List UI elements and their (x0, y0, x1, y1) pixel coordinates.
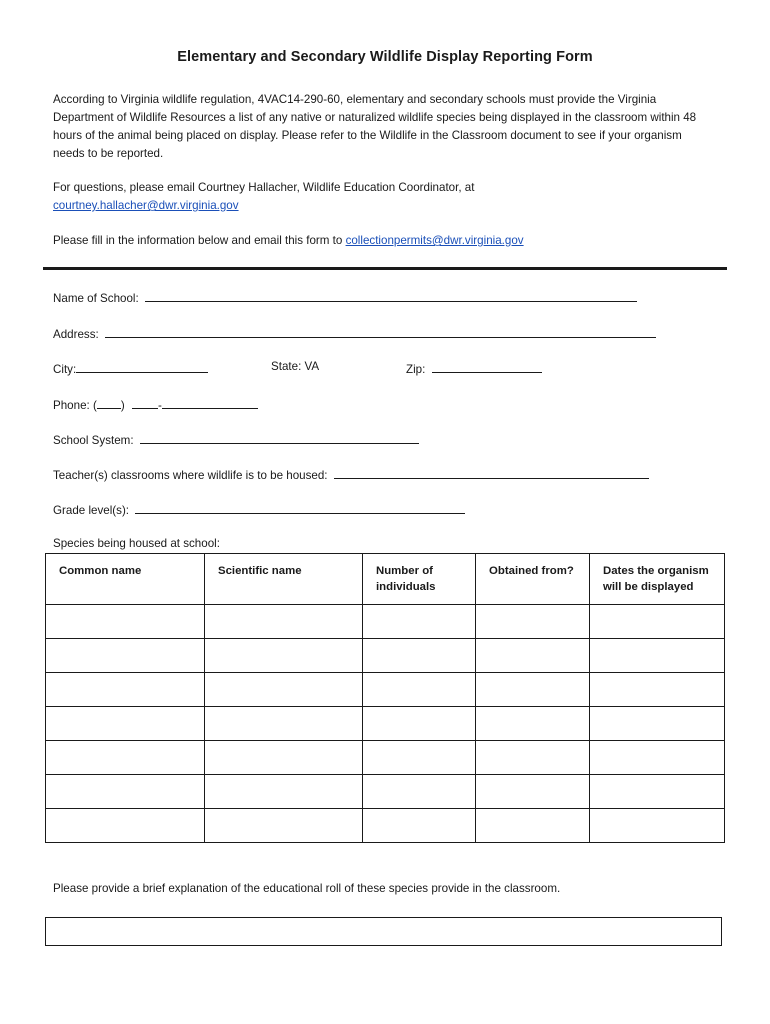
table-cell[interactable] (46, 605, 205, 639)
table-cell[interactable] (590, 775, 725, 809)
questions-text: For questions, please email Courtney Hallacher, Wildlife Education Coordinator, at (53, 181, 475, 194)
teacher-classrooms-row (53, 466, 649, 482)
address-row (53, 325, 656, 341)
table-cell[interactable] (205, 775, 363, 809)
city-field[interactable] (76, 360, 208, 373)
header-obtained-from: Obtained from? (476, 554, 590, 605)
address-label: Address: (53, 328, 99, 341)
city-label: City: (53, 363, 77, 376)
table-row (46, 673, 725, 707)
explanation-field[interactable] (45, 917, 722, 946)
table-row (46, 639, 725, 673)
table-cell[interactable] (46, 775, 205, 809)
header-number-of-individuals: Number of individuals (363, 554, 476, 605)
submit-paragraph (53, 232, 713, 250)
table-cell[interactable] (476, 809, 590, 843)
submit-email-link[interactable]: collectionpermits@dwr.virginia.gov (345, 234, 524, 247)
table-cell[interactable] (363, 707, 476, 741)
species-table-header (46, 554, 725, 605)
zip-row (406, 360, 542, 376)
school-name-row (53, 289, 637, 305)
table-cell[interactable] (46, 639, 205, 673)
table-cell[interactable] (476, 605, 590, 639)
regulation-text: According to Virginia wildlife regulation, 4VAC14-290-60, elementary and secondary schools must provide the Virginia Department of Wildlife Resources a list of any native or naturalized wildlife species being displayed in the classroom within 48 hours of the animal being placed on display. Please refer to the Wildlife in the Classroom document to see if your organism needs to be reported. (53, 93, 697, 160)
table-cell[interactable] (363, 605, 476, 639)
address-field[interactable] (105, 325, 656, 338)
table-cell[interactable] (363, 809, 476, 843)
table-cell[interactable] (205, 605, 363, 639)
table-cell[interactable] (590, 707, 725, 741)
grade-levels-row (53, 501, 465, 517)
table-cell[interactable] (205, 673, 363, 707)
table-cell[interactable] (476, 775, 590, 809)
table-row (46, 775, 725, 809)
questions-paragraph (53, 179, 713, 215)
section-divider (43, 267, 727, 270)
table-cell[interactable] (205, 741, 363, 775)
teacher-classrooms-field[interactable] (334, 466, 649, 479)
table-cell[interactable] (476, 707, 590, 741)
table-cell[interactable] (590, 741, 725, 775)
phone-line-field[interactable] (162, 396, 258, 409)
regulation-paragraph (53, 91, 713, 163)
city-row (53, 360, 208, 376)
state-label: State: VA (271, 360, 320, 373)
submit-text: Please fill in the information below and email this form to (53, 234, 346, 247)
table-cell[interactable] (46, 707, 205, 741)
table-row (46, 741, 725, 775)
grade-levels-field[interactable] (135, 501, 465, 514)
table-cell[interactable] (205, 639, 363, 673)
school-name-label: Name of School: (53, 292, 139, 305)
header-display-dates: Dates the organism will be displayed (590, 554, 725, 605)
table-cell[interactable] (476, 673, 590, 707)
table-cell[interactable] (476, 639, 590, 673)
table-cell[interactable] (590, 639, 725, 673)
table-cell[interactable] (205, 809, 363, 843)
header-scientific-name: Scientific name (205, 554, 363, 605)
phone-row (53, 396, 258, 412)
phone-dash: - (157, 399, 162, 412)
school-system-label: School System: (53, 434, 134, 447)
table-cell[interactable] (590, 809, 725, 843)
phone-area-code-field[interactable] (97, 396, 121, 409)
table-cell[interactable] (476, 741, 590, 775)
form-title: Elementary and Secondary Wildlife Display Reporting Form (177, 49, 593, 65)
table-cell[interactable] (363, 673, 476, 707)
table-cell[interactable] (205, 707, 363, 741)
table-cell[interactable] (590, 605, 725, 639)
table-row (46, 707, 725, 741)
school-system-field[interactable] (140, 431, 419, 444)
state-row (271, 360, 319, 373)
species-table (45, 553, 725, 843)
phone-close-paren: ) (120, 399, 125, 412)
table-cell[interactable] (590, 673, 725, 707)
grade-levels-label: Grade level(s): (53, 504, 130, 517)
table-cell[interactable] (363, 741, 476, 775)
table-cell[interactable] (46, 809, 205, 843)
coordinator-email-link[interactable]: courtney.hallacher@dwr.virginia.gov (53, 199, 239, 212)
table-cell[interactable] (46, 673, 205, 707)
table-row (46, 605, 725, 639)
table-cell[interactable] (363, 639, 476, 673)
zip-field[interactable] (432, 360, 542, 373)
school-name-field[interactable] (145, 289, 637, 302)
table-cell[interactable] (46, 741, 205, 775)
header-common-name: Common name (46, 554, 205, 605)
table-row (46, 809, 725, 843)
explanation-prompt: Please provide a brief explanation of the educational roll of these species provide in the classroom. (53, 882, 561, 895)
zip-label: Zip: (406, 363, 426, 376)
table-cell[interactable] (363, 775, 476, 809)
phone-prefix-field[interactable] (132, 396, 158, 409)
phone-label: Phone: ( (53, 399, 97, 412)
school-system-row (53, 431, 419, 447)
species-caption: Species being housed at school: (53, 537, 220, 550)
teacher-classrooms-label: Teacher(s) classrooms where wildlife is to be housed: (53, 469, 328, 482)
